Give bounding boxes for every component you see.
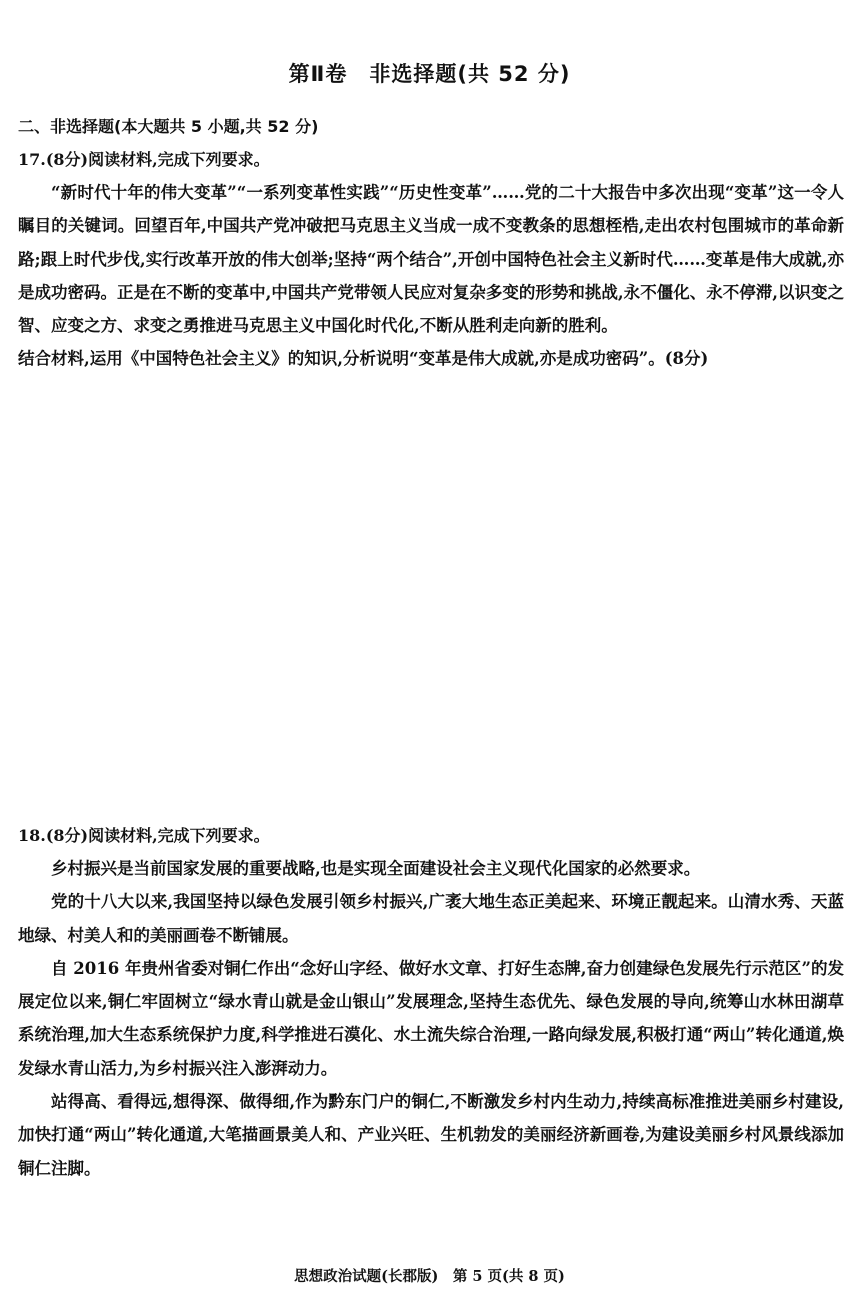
part-heading: 二、非选择题(本大题共 5 小题,共 52 分) (18, 117, 319, 136)
page-footer: 思想政治试题(长郡版) 第 5 页(共 8 页) (294, 1268, 565, 1285)
question-18-paragraph: 党的十八大以来,我国坚持以绿色发展引领乡村振兴,广袤大地生态正美起来、环境正靓起来。山清水秀、天蓝地绿、村美人和的美丽画卷不断铺展。 (18, 892, 844, 945)
question-17-answer-space (18, 445, 844, 815)
question-18-paragraph: 自 2016 年贵州省委对铜仁作出“念好山字经、做好水文章、打好生态牌,奋力创建绿色发展先行示范区”的发展定位以来,铜仁牢固树立“绿水青山就是金山银山”发展理念,坚持生态优先、绿色发展的导向,统筹山水林田湖草系统治理,加大生态系统保护力度,科学推进石漠化、水土流失综合治理,一路向绿发展,积极打通“两山”转化通道,焕发绿水青山活力,为乡村振兴注入澎湃动力。 (18, 958, 844, 1078)
question-17-task: 结合材料,运用《中国特色社会主义》的知识,分析说明“变革是伟大成就,亦是成功密码”。(8分) (18, 349, 709, 369)
question-18-heading: 18.(8分)阅读材料,完成下列要求。 (18, 826, 270, 845)
question-17-material (18, 176, 844, 376)
question-17-paragraph: “新时代十年的伟大变革”“一系列变革性实践”“历史性变革”……党的二十大报告中多次出现“变革”这一令人瞩目的关键词。回望百年,中国共产党冲破把马克思主义当成一成不变教条的思想桎梏,走出农村包围城市的革命新路;跟上时代步伐,实行改革开放的伟大创举;坚持“两个结合”,开创中国特色社会主义新时代……变革是伟大成就,亦是成功密码。正是在不断的变革中,中国共产党带领人民应对复杂多变的形势和挑战,永不僵化、永不停滞,以识变之智、应变之方、求变之勇推进马克思主义中国化时代化,不断从胜利走向新的胜利。 (18, 183, 844, 336)
question-18-material (18, 852, 844, 1185)
question-18-paragraph: 乡村振兴是当前国家发展的重要战略,也是实现全面建设社会主义现代化国家的必然要求。 (51, 859, 701, 878)
question-18-paragraph: 站得高、看得远,想得深、做得细,作为黔东门户的铜仁,不断激发乡村内生动力,持续高标准推进美丽乡村建设,加快打通“两山”转化通道,大笔描画景美人和、产业兴旺、生机勃发的美丽经济新画卷,为建设美丽乡村风景线添加铜仁注脚。 (18, 1092, 844, 1178)
question-17-heading: 17.(8分)阅读材料,完成下列要求。 (18, 150, 270, 169)
section-title: 第Ⅱ卷 非选择题(共 52 分) (288, 62, 571, 86)
